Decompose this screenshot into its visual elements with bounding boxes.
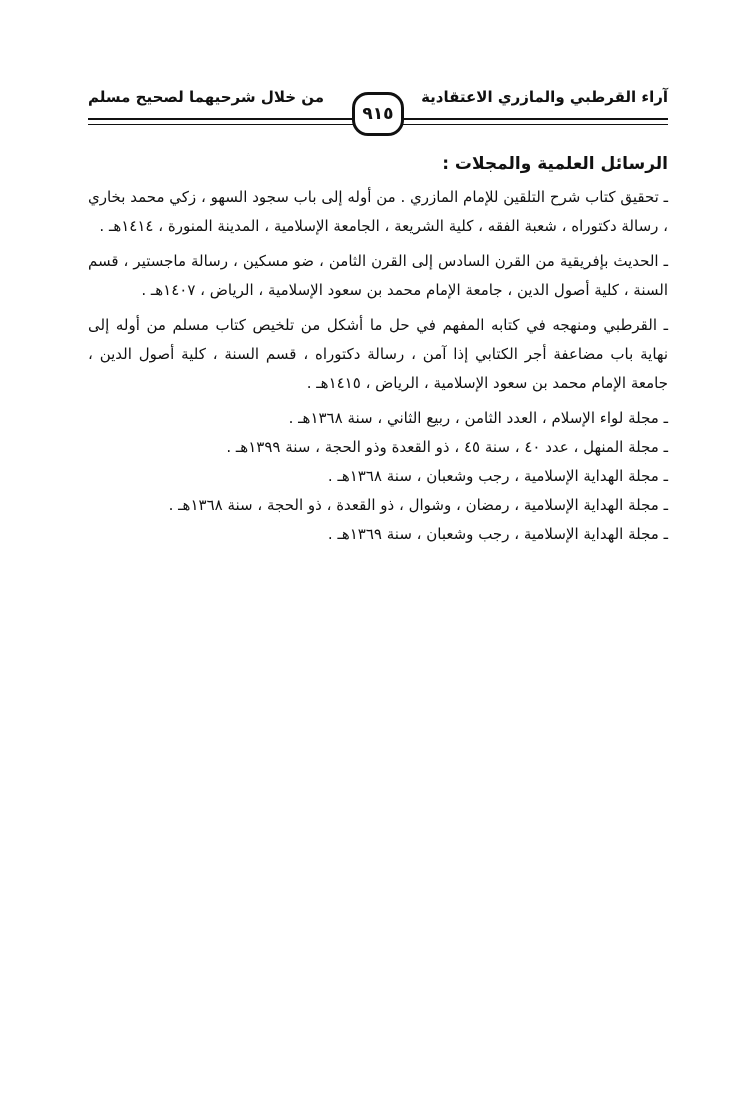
running-header-left: من خلال شرحيهما لصحيح مسلم bbox=[88, 88, 325, 106]
bibliography-entry: ـ مجلة الهداية الإسلامية ، رجب وشعبان ، سنة ١٣٦٨هـ . bbox=[327, 467, 668, 485]
page-body bbox=[88, 150, 668, 549]
bibliography-entry: ـ مجلة الهداية الإسلامية ، رجب وشعبان ، سنة ١٣٦٩هـ . bbox=[327, 525, 668, 543]
bibliography-entry: ـ تحقيق كتاب شرح التلقين للإمام المازري . من أوله إلى باب سجود السهو ، زكي محمد بخاري ، رسالة دكتوراه ، شعبة الفقه ، كلية الشريعة ، الجامعة الإسلامية ، المدينة المنورة ، ١٤١٤هـ . bbox=[88, 188, 668, 235]
bibliography-entry: ـ الحديث بإفريقية من القرن السادس إلى القرن الثامن ، ضو مسكين ، رسالة ماجستير ، قسم السنة ، كلية أصول الدين ، جامعة الإمام محمد بن سعود الإسلامية ، الرياض ، ١٤٠٧هـ . bbox=[88, 252, 668, 299]
running-header-right: آراء القرطبي والمازري الاعتقادية bbox=[421, 88, 668, 106]
page-number: ٩١٥ bbox=[352, 92, 404, 136]
bibliography-entry: ـ مجلة الهداية الإسلامية ، رمضان ، وشوال ، ذو القعدة ، ذو الحجة ، سنة ١٣٦٨هـ . bbox=[168, 496, 668, 514]
section-heading: الرسائل العلمية والمجلات : bbox=[442, 154, 668, 174]
bibliography-entry: ـ مجلة المنهل ، عدد ٤٠ ، سنة ٤٥ ، ذو القعدة وذو الحجة ، سنة ١٣٩٩هـ . bbox=[226, 438, 668, 456]
bibliography-entry: ـ القرطبي ومنهجه في كتابه المفهم في حل ما أشكل من تلخيص كتاب مسلم من أوله إلى نهاية باب مضاعفة أجر الكتابي إذا آمن ، رسالة دكتوراه ، قسم السنة ، كلية أصول الدين ، جامعة الإمام محمد بن سعود الإسلامية ، الرياض ، ١٤١٥هـ . bbox=[88, 316, 668, 392]
bibliography-entry: ـ مجلة لواء الإسلام ، العدد الثامن ، ربيع الثاني ، سنة ١٣٦٨هـ . bbox=[288, 409, 668, 427]
